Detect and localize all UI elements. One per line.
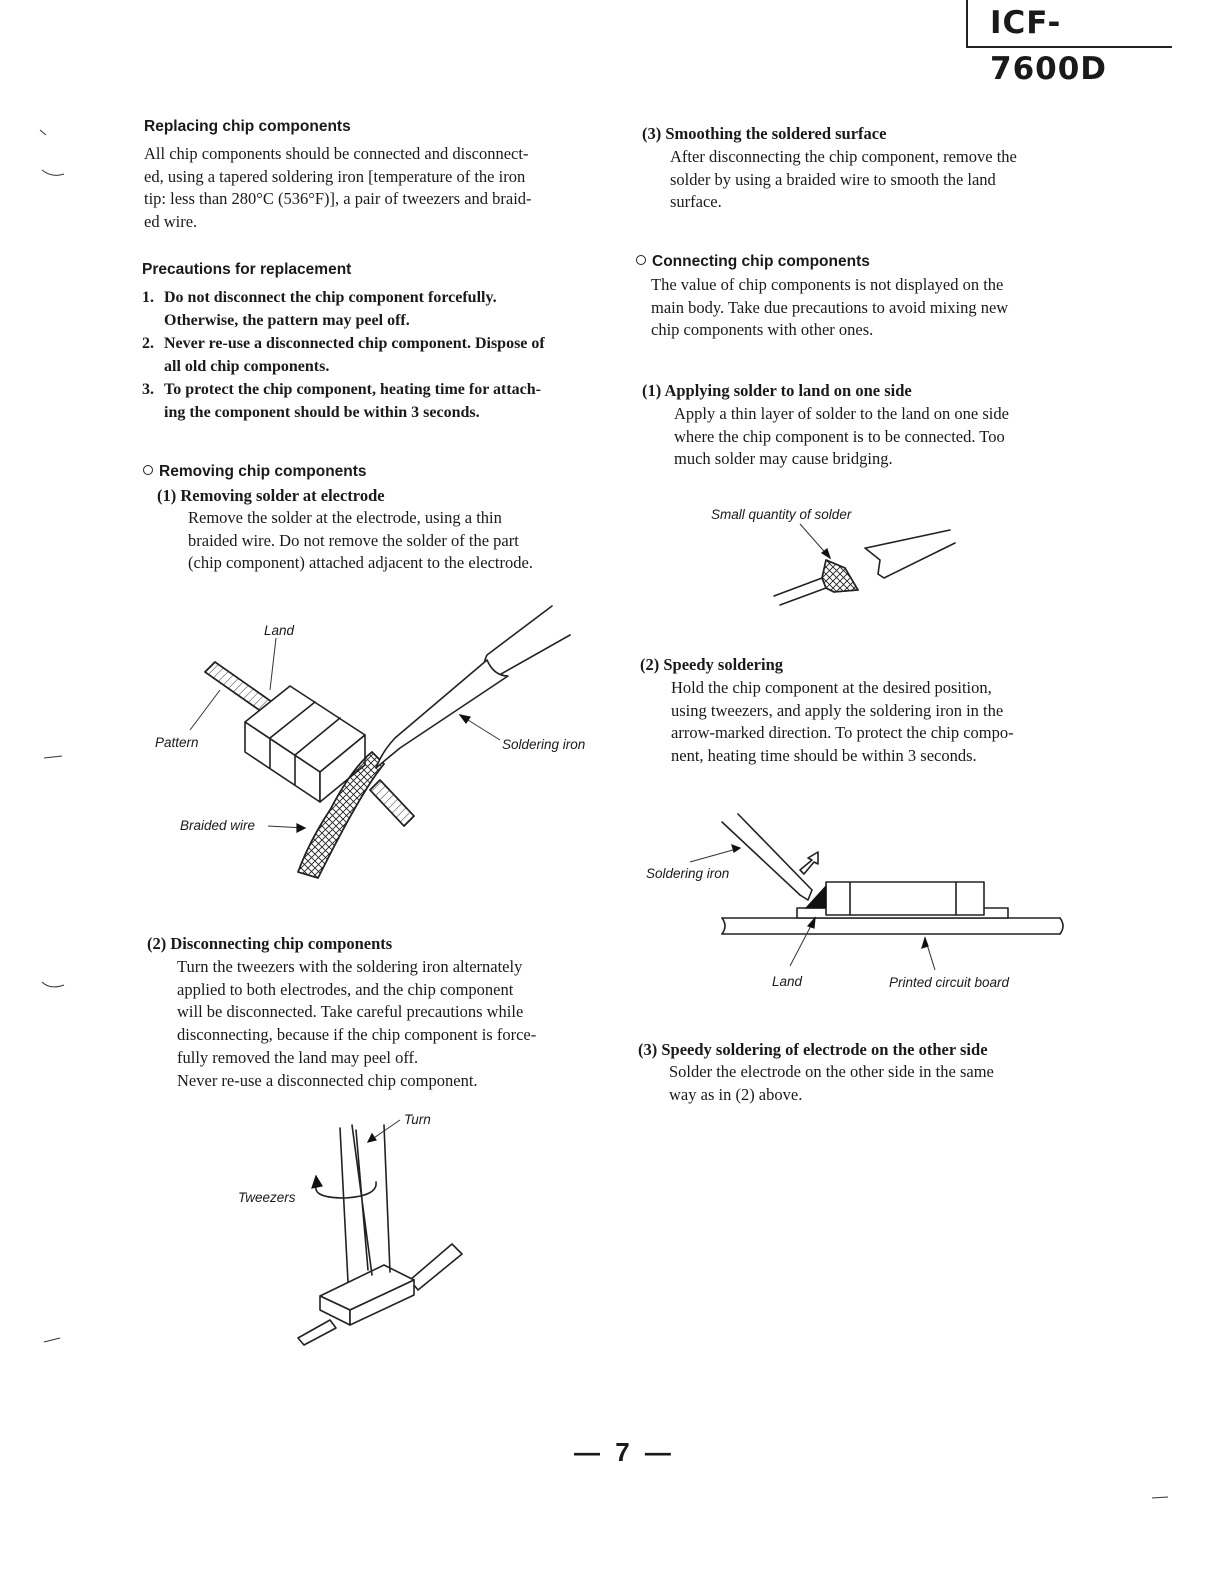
fig3-small-quantity-label: Small quantity of solder — [711, 507, 852, 522]
precaution-num: 3. — [142, 381, 154, 398]
precaution-num: 2. — [142, 335, 154, 352]
margin-scan-marks — [40, 130, 1168, 1498]
precautions-title: Precautions for replacement — [142, 261, 352, 278]
precaution-text: Never re-use a disconnected chip component. Dispose of all old chip components. — [164, 335, 545, 375]
fig2-pattern-right — [410, 1244, 462, 1290]
c3-body: Solder the electrode on the other side in the same way as in (2) above. — [669, 1062, 994, 1104]
fig1-soldering-iron — [376, 606, 570, 768]
fig1-land-label: Land — [264, 623, 295, 638]
fig1-land-leader — [270, 638, 276, 690]
fig2-tweezers-label: Tweezers — [238, 1190, 296, 1205]
fig3-pattern-left — [774, 578, 826, 605]
precaution-num: 1. — [142, 289, 154, 306]
fig1-removing-solder-illustration — [190, 606, 570, 878]
removing-step1-body: Remove the solder at the electrode, using a thin braided wire. Do not remove the solder of the part (chip component) attached adjacent to the electrode. — [188, 508, 533, 573]
fig1-pattern-leader — [190, 690, 220, 730]
fig1-braided-wire-label: Braided wire — [180, 818, 256, 833]
fig1-pattern-label: Pattern — [155, 735, 199, 750]
c1-body: Apply a thin layer of solder to the land on one side where the chip component is to be connected. Too much solder may cause bridging. — [674, 404, 1009, 469]
smoothing-title: (3) Smoothing the soldered surface — [642, 124, 887, 143]
fig4-speedy-soldering-illustration — [690, 814, 1063, 970]
c1-title: (1) Applying solder to land on one side — [642, 381, 912, 400]
fig1-pattern-right — [370, 780, 414, 826]
precaution-text: Do not disconnect the chip component forcefully. Otherwise, the pattern may peel off. — [164, 289, 497, 329]
removing-step1-title: (1) Removing solder at electrode — [157, 486, 385, 505]
fig2-turn-arc-icon — [316, 1182, 376, 1198]
c2-title: (2) Speedy soldering — [640, 655, 784, 674]
page-number: — 7 — — [574, 1437, 675, 1467]
fig3-land-right — [865, 530, 955, 578]
fig1-soldering-iron-label: Soldering iron — [502, 737, 586, 752]
fig4-land-label: Land — [772, 974, 803, 989]
fig4-pcb — [722, 918, 1060, 934]
precaution-text: To protect the chip component, heating time for attach- ing the component should be within 3 seconds. — [164, 381, 541, 421]
fig2-pattern-left — [298, 1320, 336, 1345]
fig2-chip-component — [320, 1265, 414, 1325]
fig2-turn-label: Turn — [404, 1112, 431, 1127]
c3-title: (3) Speedy soldering of electrode on the other side — [638, 1040, 988, 1059]
smoothing-body: After disconnecting the chip component, remove the solder by using a braided wire to smooth the land surface. — [670, 147, 1017, 212]
fig4-pcb-label: Printed circuit board — [889, 975, 1010, 990]
fig4-soldering-iron — [722, 814, 812, 900]
fig2-tweezers — [340, 1125, 390, 1282]
step2-title: (2) Disconnecting chip components — [147, 934, 393, 953]
step2-body: Turn the tweezers with the soldering iron alternately applied to both electrodes, and the chip component will be disconnected. Take careful precautions while disconnecting, because if the chip component is force- fully removed the land may peel off. Never re-use a disconnected chip component. — [177, 957, 537, 1090]
connecting-body: The value of chip components is not displayed on the main body. Take due precautions to avoid mixing new chip components with other ones. — [651, 275, 1009, 340]
replacing-body: All chip components should be connected and disconnect- ed, using a tapered soldering iron [temperature of the iron tip: less than 280°C (536°F)], a pair of tweezers and braid- ed wire. — [144, 144, 532, 232]
removing-title: Removing chip components — [143, 463, 367, 481]
fig4-direction-arrow-icon — [800, 852, 818, 874]
fig2-tweezers-illustration — [298, 1120, 462, 1345]
replacing-title: Replacing chip components — [144, 118, 351, 135]
fig1-pattern-left — [205, 662, 272, 712]
model-number: ICF-7600D — [966, 0, 1172, 48]
c2-body: Hold the chip component at the desired position, using tweezers, and apply the soldering iron in the arrow-marked direction. To protect the chip compo- nent, heating time should be within 3 seconds. — [671, 678, 1014, 766]
fig3-solder-land-illustration — [774, 524, 955, 605]
connecting-title: Connecting chip components — [636, 253, 870, 271]
fig3-solder-land — [822, 560, 858, 592]
fig4-soldering-iron-label: Soldering iron — [646, 866, 730, 881]
